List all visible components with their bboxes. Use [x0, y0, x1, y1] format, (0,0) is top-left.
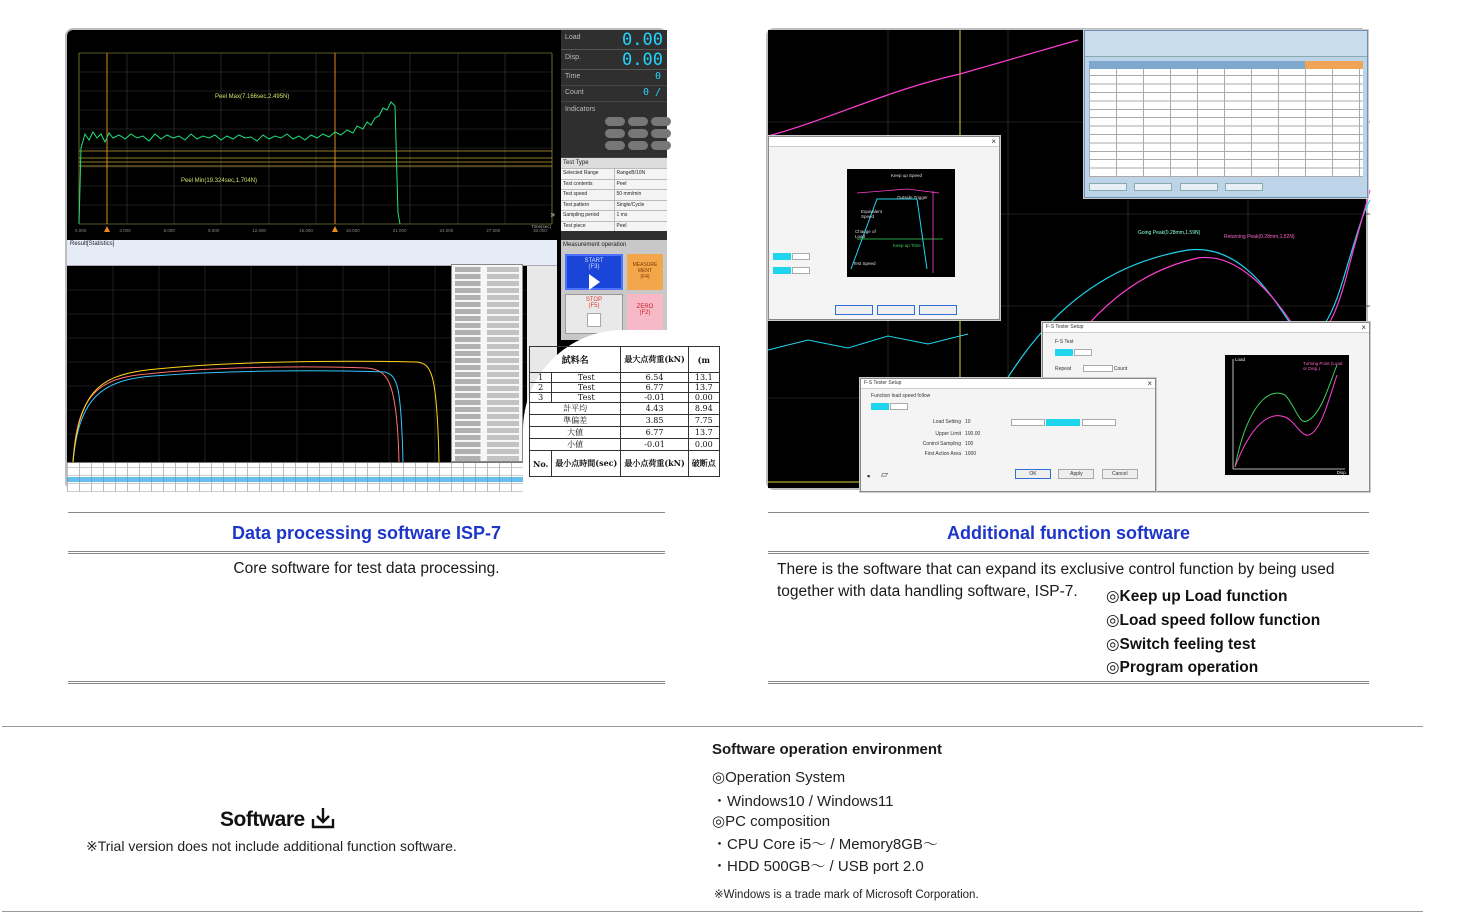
keep-toggle-1[interactable]: [773, 253, 810, 260]
going-peak-label: Going Peak(0.28mm,1.59N): [1138, 230, 1201, 236]
count-readout: Count 0 /: [561, 86, 667, 102]
cancel-button[interactable]: Cancel: [1102, 469, 1138, 479]
table-row: 2 Test 6.77 13.7: [530, 383, 720, 393]
load-setting-field[interactable]: 10: [965, 419, 971, 425]
result-toolbar: [67, 240, 557, 266]
ok-button[interactable]: [835, 305, 873, 315]
trial-note: ※Trial version does not include additional function software.: [86, 838, 457, 854]
scroll-right-icon[interactable]: »: [550, 210, 555, 219]
load-speed-follow-window: F-S Tester Setup × Function load speed follow Load Setting Upper Limit Control Sampling First Action Area 10 100.00 100 1000 OK Apply Cancel ▪ ▱: [860, 378, 1156, 492]
follow-toggle[interactable]: [871, 403, 908, 410]
load-value: 0.00: [622, 30, 663, 50]
right-caption-top-rule: [768, 512, 1369, 513]
save-results-button[interactable]: [1225, 183, 1263, 191]
measurement-operation: Measurement operation START (F3) MEASURE MENT (F4) STOP (F5) ZERO (F2): [561, 240, 667, 340]
follow-dialog-buttons: [1015, 469, 1138, 479]
environment-line: ◎PC composition: [712, 813, 831, 830]
left-card-description: Core software for test data processing.: [233, 560, 500, 577]
close-icon[interactable]: ×: [1361, 323, 1366, 332]
table-row: Sampling period 1 ms: [561, 210, 667, 221]
test-type-table: Test Type Selected Range RangeB/10N Test contents Peel Test speed 50 mm/min Test pattern Single/Cycle Sampling period 1 ms Test piece Peel: [561, 158, 667, 231]
close-icon[interactable]: ×: [991, 137, 996, 146]
ok-button[interactable]: OK: [1015, 469, 1051, 479]
program-grid[interactable]: [1089, 61, 1363, 177]
table-row: 1 Test 6.54 13.1: [530, 373, 720, 383]
environment-line: ・Windows10 / Windows11: [712, 793, 894, 810]
right-caption-mid-rule: [768, 551, 1369, 554]
repeat-input[interactable]: [1083, 365, 1113, 372]
right-card-title: Additional function software: [947, 523, 1190, 543]
zero-button[interactable]: ZERO (F2): [627, 294, 663, 334]
zoom-table-callout: [523, 330, 716, 492]
stop-square-icon: [587, 313, 601, 327]
follow-settings-values: [965, 417, 980, 459]
keep-dialog-buttons: [835, 305, 961, 317]
indicator-lamp: [605, 141, 625, 150]
follow-settings-labels: Load Setting Upper Limit Control Sampling First Action Area: [922, 419, 961, 457]
start-button[interactable]: START (F3): [565, 254, 623, 290]
control-side-panel: [561, 30, 667, 340]
clear-button[interactable]: [1180, 183, 1218, 191]
indicator-lamp: [628, 129, 648, 138]
measurement-button[interactable]: MEASURE MENT (F4): [627, 254, 663, 290]
indicator-lamp: [628, 117, 648, 126]
data-grid: [67, 462, 527, 492]
right-caption-bottom-rule: [768, 681, 1369, 684]
x-ticks: 0.000 3.000 6.000 9.000 12.000 15.000 18.000 21.000 24.000 27.000 30.000: [75, 228, 547, 233]
right-card-description: There is the software that can expand its exclusive control function by being used together with data handling software, ISP-7.: [777, 561, 1335, 600]
environment-line: ◎Operation System: [712, 769, 846, 786]
section-divider: [2, 726, 1423, 727]
indicator-lamp: [605, 129, 625, 138]
indicator-lamp: [628, 141, 648, 150]
fs-diagram: Load Disp. Turning Point (Load or Disp.): [1225, 355, 1349, 475]
indicator-lamp: [651, 141, 671, 150]
transfer-program-button[interactable]: [1089, 183, 1127, 191]
trademark-note: ※Windows is a trade mark of Microsoft Corporation.: [714, 889, 979, 901]
peel-max-label: Peel Max(7.166sec,2.495N): [215, 94, 290, 100]
additional-function-screenshot: [766, 28, 1368, 490]
feature-item: ◎Load speed follow function: [1106, 612, 1321, 629]
feature-item: ◎Switch feeling test: [1106, 636, 1256, 653]
download-icon: [311, 807, 335, 829]
repeat-row: Repeat Count: [1055, 365, 1128, 372]
left-caption-top-rule: [68, 512, 665, 513]
table-row: 準偏差 3.85 7.75: [530, 415, 720, 427]
upper-limit-field[interactable]: 100.00: [965, 431, 981, 437]
table-row: 大値 6.77 13.7: [530, 427, 720, 439]
time-readout: Time 0: [561, 70, 667, 86]
results-table: 試料名 最大点荷重(kN) (m 1 Test 6.54 13.1 2 Test 6.77 13.7 3 Test -0.01 0.00 計平均 4.43 8.94 準偏差 3.85 7.75 大値 6.77 13.7 小値 -0.01 0.00 No. 最小点時間(sec) 最小点荷重(kN) 破断点: [529, 346, 720, 477]
indicator-lamp: [651, 129, 671, 138]
play-icon: [589, 274, 600, 290]
environment-line: ・HDD 500GB〜 / USB port 2.0: [712, 858, 924, 875]
disp-readout: Disp. 0.00: [561, 50, 667, 70]
program-options: [1085, 31, 1367, 57]
software-download-link[interactable]: Software: [220, 807, 335, 832]
left-caption-mid-rule: [68, 551, 665, 554]
load-readout: Load 0.00: [561, 30, 667, 50]
indicator-lamp: [651, 117, 671, 126]
isp7-screenshot: [65, 28, 716, 490]
left-card-title: Data processing software ISP-7: [231, 523, 502, 543]
table-row: 3 Test -0.01 0.00: [530, 393, 720, 403]
folder-open-icon[interactable]: ▱: [881, 469, 888, 479]
result-window-title: Result[Statistics]: [70, 241, 115, 247]
apply-button[interactable]: [877, 305, 915, 315]
fs-tester-setup-window: F-S Tester Setup × F-S Test Repeat Count Load Disp. Turning Point (Load or Disp.): [1042, 322, 1370, 492]
stop-button[interactable]: STOP (F5): [565, 294, 623, 334]
result-statistics-window: [67, 240, 557, 492]
peel-min-label: Peel Min(19.324sec,1.704N): [181, 178, 258, 184]
disp-value: 0.00: [622, 50, 663, 70]
save-icon[interactable]: ▪: [867, 471, 871, 481]
close-icon[interactable]: ×: [1147, 379, 1152, 388]
control-sampling-field[interactable]: 100: [965, 441, 974, 447]
program-buttons: [1089, 180, 1363, 194]
environment-line: ・CPU Core i5〜 / Memory8GB〜: [712, 836, 938, 853]
indicator-lamp: [605, 117, 625, 126]
fs-test-toggle[interactable]: [1055, 349, 1092, 356]
feature-item: ◎Program operation: [1106, 659, 1259, 676]
speed-unit-options: [1011, 419, 1116, 426]
table-row: Selected Range RangeB/10N: [561, 168, 667, 179]
table-row: Test pattern Single/Cycle: [561, 200, 667, 211]
table-row: 計平均 4.43 8.94: [530, 403, 720, 415]
table-row: Test contents Peel: [561, 179, 667, 190]
feature-item: ◎Keep up Load function: [1106, 588, 1288, 605]
table-row: 小値 -0.01 0.00: [530, 439, 720, 451]
table-row: Test speed 50 mm/min: [561, 189, 667, 200]
apply-button[interactable]: Apply: [1058, 469, 1094, 479]
realtime-graph: [67, 38, 557, 234]
cancel-button[interactable]: [919, 305, 957, 315]
follow-window-title: F-S Tester Setup: [864, 380, 902, 386]
x-unit-label: Time(sec): [531, 224, 551, 229]
returning-peak-label: Returning Peak(0.28mm,1.52N): [1224, 234, 1295, 240]
keep-up-load-window: [768, 136, 1000, 320]
footer-divider: [2, 911, 1423, 912]
table-row: Test piece Peel: [561, 221, 667, 232]
statistics-panel: [451, 264, 523, 462]
left-caption-bottom-rule: [68, 681, 665, 684]
read-program-button[interactable]: [1134, 183, 1172, 191]
indicators: Indicators: [561, 102, 667, 158]
fs-window-title: F-S Tester Setup: [1046, 324, 1084, 330]
keep-up-diagram: Keep up Speed Outside Trigger Equivalent Speed Change of Load Keep up Time Test Speed: [847, 169, 955, 277]
environment-title: Software operation environment: [712, 741, 943, 758]
keep-toggle-2[interactable]: [773, 267, 810, 274]
program-table-window: [1084, 30, 1368, 198]
first-action-field[interactable]: 1000: [965, 451, 977, 457]
